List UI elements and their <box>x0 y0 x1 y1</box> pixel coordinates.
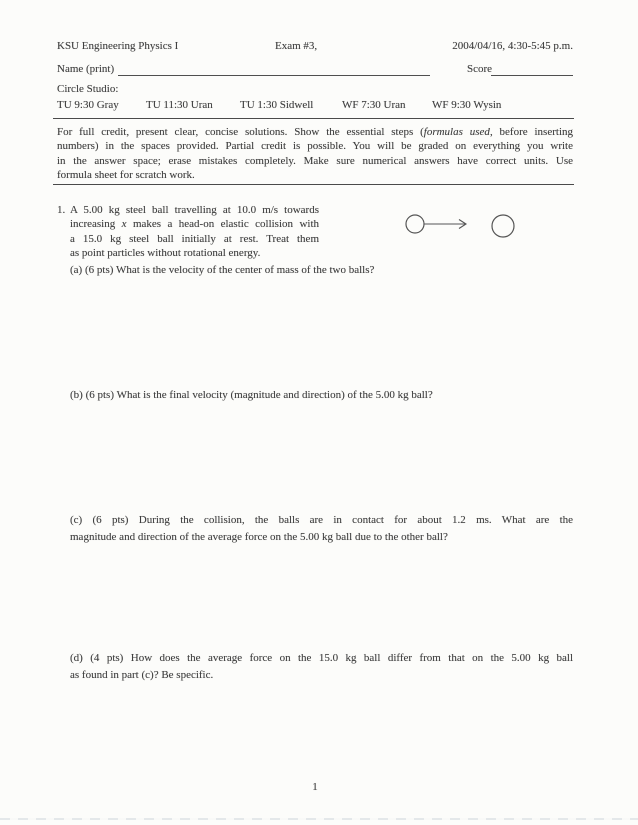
part-d-label: (d) <box>70 652 83 664</box>
page-number: 1 <box>312 781 318 793</box>
instructions-line-1: For full credit, present clear, concise solutions. Show the essential steps (formulas used, before inserting <box>57 126 573 138</box>
moving-ball-icon <box>406 215 424 233</box>
studio-prompt: Circle Studio: <box>57 83 119 95</box>
question-part-a <box>70 264 573 276</box>
part-b-text: What is the final velocity (magnitude and direction) of the 5.00 kg ball? <box>116 389 433 401</box>
course-title: KSU Engineering Physics I <box>57 40 179 52</box>
studio-option-2: TU 11:30 Uran <box>146 99 213 111</box>
name-blank-line <box>118 75 430 76</box>
statement-line-2: increasing x makes a head-on elastic collision with <box>70 218 319 231</box>
collision-diagram-svg <box>398 209 528 245</box>
part-d-text: How does the average force on the 15.0 kg ball differ from that on the 5.00 kg ball <box>130 652 574 664</box>
divider-rule-top <box>53 118 574 119</box>
score-label: Score <box>467 63 493 75</box>
part-c-points: (6 pts) <box>92 514 129 526</box>
studio-option-3: TU 1:30 Sidwell <box>240 99 314 111</box>
part-d-points: (4 pts) <box>90 652 124 664</box>
instructions-paragraph <box>57 125 573 182</box>
collision-diagram <box>398 209 528 245</box>
name-label: Name (print) <box>57 63 115 75</box>
exam-header <box>57 40 573 54</box>
studio-option-1: TU 9:30 Gray <box>57 99 119 111</box>
part-c-line-1 <box>70 512 573 529</box>
statement-line-1: A 5.00 kg steel ball travelling at 10.0 m/s towards <box>70 204 319 216</box>
divider-rule-bottom <box>53 184 574 185</box>
question-part-b <box>70 389 573 401</box>
statement-line-4: as point particles without rotational energy. <box>70 247 261 260</box>
part-d-line-2: as found in part (c)? Be specific. <box>70 669 214 681</box>
part-d-line-1 <box>70 650 573 667</box>
statement-line-3: a 15.0 kg steel ball initially at rest. Treat them <box>70 232 319 245</box>
math-variable-x: x <box>121 218 127 231</box>
instructions-line-2: numbers) in the spaces provided. Partial credit is possible. You will be graded on everything you write <box>57 140 573 153</box>
problem-1-statement <box>57 203 319 261</box>
scan-edge-artifact <box>0 818 638 820</box>
name-score-row <box>57 63 573 76</box>
exam-datetime: 2004/04/16, 4:30-5:45 p.m. <box>452 40 573 52</box>
part-c-label: (c) <box>70 514 83 526</box>
question-part-d <box>70 650 573 684</box>
target-ball-icon <box>492 215 514 237</box>
studio-option-5: WF 9:30 Wysin <box>432 99 502 111</box>
studio-option-4: WF 7:30 Uran <box>342 99 406 111</box>
studio-options-row <box>57 99 573 112</box>
instructions-line-4: formula sheet for scratch work. <box>57 168 195 181</box>
exam-number: Exam #3, <box>275 40 318 52</box>
score-blank-line <box>491 75 573 76</box>
part-a-points: (6 pts) <box>84 264 114 276</box>
part-c-line-2: magnitude and direction of the average force on the 5.00 kg ball due to the other ball? <box>70 531 448 543</box>
instructions-line-3: in the answer space; erase mistakes completely. Make sure numerical answers have correct units. Use <box>57 154 573 167</box>
part-c-text: During the collision, the balls are in contact for about 1.2 ms. What are the <box>138 514 574 526</box>
problem-number: 1. <box>57 204 66 216</box>
question-part-c <box>70 512 573 546</box>
part-a-text: What is the velocity of the center of mass of the two balls? <box>115 264 375 276</box>
part-b-points: (6 pts) <box>85 389 114 401</box>
italic-phrase: formulas used <box>423 126 490 138</box>
part-b-label: (b) <box>70 389 83 401</box>
part-a-label: (a) <box>70 264 83 276</box>
